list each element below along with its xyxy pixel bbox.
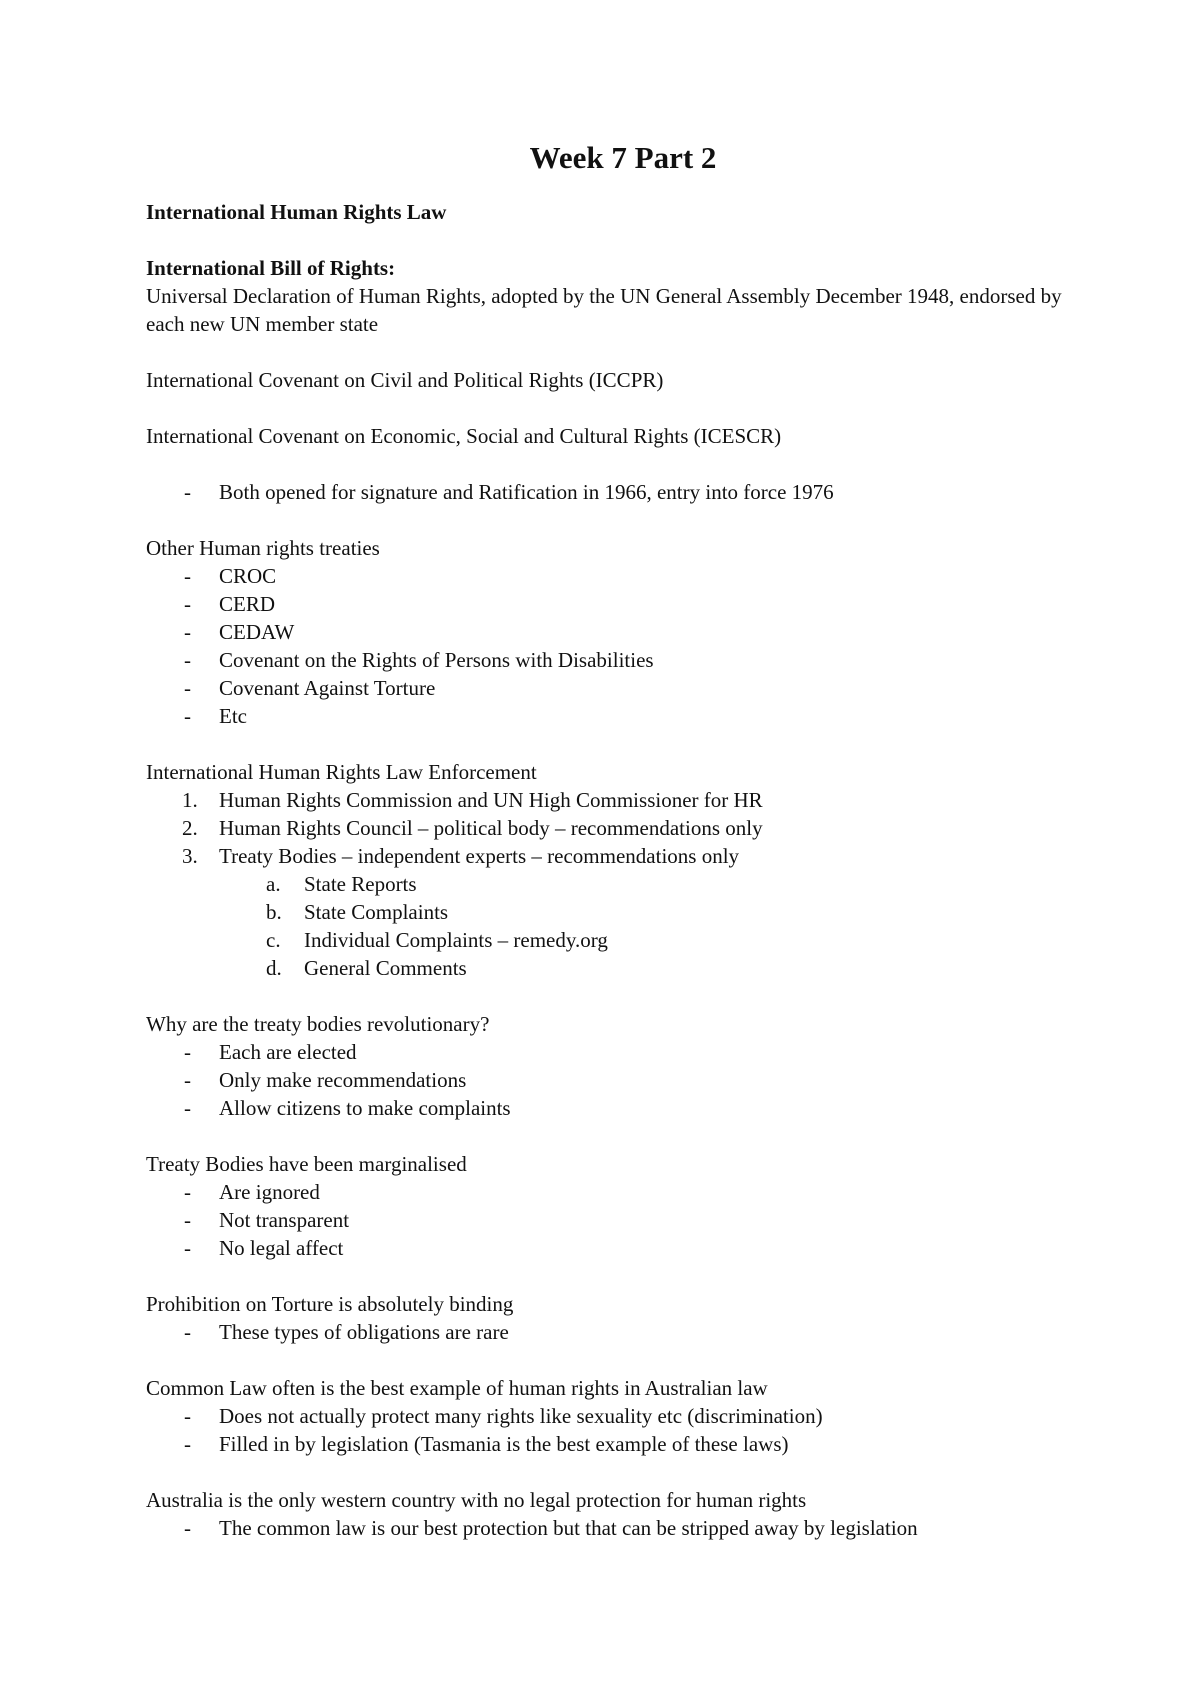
list-item: a. State Reports (266, 872, 417, 896)
dash-marker: - (184, 1040, 191, 1064)
icescr-paragraph: International Covenant on Economic, Social and Cultural Rights (ICESCR) (146, 424, 782, 448)
dash-marker: - (184, 1320, 191, 1344)
list-item: - CROC (184, 564, 277, 588)
list-item: - Filled in by legislation (Tasmania is the best example of these laws) (184, 1432, 789, 1456)
number-marker: 3. (182, 844, 198, 868)
dash-marker: - (184, 1432, 191, 1456)
list-item: - No legal affect (184, 1236, 344, 1260)
list-item: - These types of obligations are rare (184, 1320, 509, 1344)
list-item: 2. Human Rights Council – political body – recommendations only (182, 816, 763, 840)
list-item: c. Individual Complaints – remedy.org (266, 928, 608, 952)
page-title: Week 7 Part 2 (529, 140, 717, 175)
australia-list (146, 1514, 1080, 1542)
list-item: 3. Treaty Bodies – independent experts – recommendations only (182, 844, 740, 868)
dash-marker: - (184, 1068, 191, 1092)
dash-marker: - (184, 592, 191, 616)
torture-label: Prohibition on Torture is absolutely binding (146, 1292, 514, 1316)
list-item: - Only make recommendations (184, 1068, 467, 1092)
torture-list (146, 1318, 1080, 1346)
revolutionary-list (146, 1038, 1080, 1122)
dash-marker: - (184, 648, 191, 672)
udhr-paragraph: Universal Declaration of Human Rights, adopted by the UN General Assembly December 1948, endorsed by each new UN member state (146, 284, 1062, 336)
iccpr-paragraph: International Covenant on Civil and Political Rights (ICCPR) (146, 368, 664, 392)
dash-marker: - (184, 676, 191, 700)
list-item: b. State Complaints (266, 900, 449, 924)
list-item: - Allow citizens to make complaints (184, 1096, 511, 1120)
other-treaties-list (146, 562, 1080, 730)
letter-marker: c. (266, 928, 281, 952)
common-law-label: Common Law often is the best example of human rights in Australian law (146, 1376, 768, 1400)
dash-marker: - (184, 1236, 191, 1260)
list-item: - Are ignored (184, 1180, 320, 1204)
other-treaties-label: Other Human rights treaties (146, 536, 380, 560)
dash-marker: - (184, 1516, 191, 1540)
list-item: d. General Comments (266, 956, 467, 980)
list-item: - Not transparent (184, 1208, 350, 1232)
list-item: - CERD (184, 592, 276, 616)
revolutionary-label: Why are the treaty bodies revolutionary? (146, 1012, 490, 1036)
common-law-list (146, 1402, 1080, 1458)
bill-heading: International Bill of Rights: (146, 256, 396, 280)
treaty-bodies-sublist (146, 870, 1080, 982)
letter-marker: a. (266, 872, 281, 896)
number-marker: 2. (182, 816, 198, 840)
letter-marker: b. (266, 900, 282, 924)
enforcement-label: International Human Rights Law Enforcement (146, 760, 537, 784)
list-item: - The common law is our best protection but that can be stripped away by legislation (184, 1516, 918, 1540)
marginalised-label: Treaty Bodies have been marginalised (146, 1152, 467, 1176)
dash-marker: - (184, 704, 191, 728)
enforcement-list (146, 786, 1080, 870)
section-heading: International Human Rights Law (146, 200, 447, 224)
dash-marker: - (184, 1180, 191, 1204)
dash-marker: - (184, 1404, 191, 1428)
dash-marker: - (184, 1208, 191, 1232)
list-item: - Each are elected (184, 1040, 357, 1064)
list-item: 1. Human Rights Commission and UN High Commissioner for HR (182, 788, 763, 812)
dash-marker: - (184, 1096, 191, 1120)
icescr-note-list (146, 478, 1080, 506)
dash-marker: - (184, 564, 191, 588)
list-item: - Covenant Against Torture (184, 676, 436, 700)
australia-label: Australia is the only western country with no legal protection for human rights (146, 1488, 807, 1512)
list-item: - Does not actually protect many rights like sexuality etc (discrimination) (184, 1404, 823, 1428)
dash-marker: - (184, 620, 191, 644)
list-item: - Etc (184, 704, 247, 728)
list-item: - Both opened for signature and Ratification in 1966, entry into force 1976 (184, 480, 834, 504)
list-item: - Covenant on the Rights of Persons with Disabilities (184, 648, 654, 672)
marginalised-list (146, 1178, 1080, 1262)
dash-marker: - (184, 480, 191, 504)
list-item: - CEDAW (184, 620, 295, 644)
letter-marker: d. (266, 956, 282, 980)
number-marker: 1. (182, 788, 198, 812)
